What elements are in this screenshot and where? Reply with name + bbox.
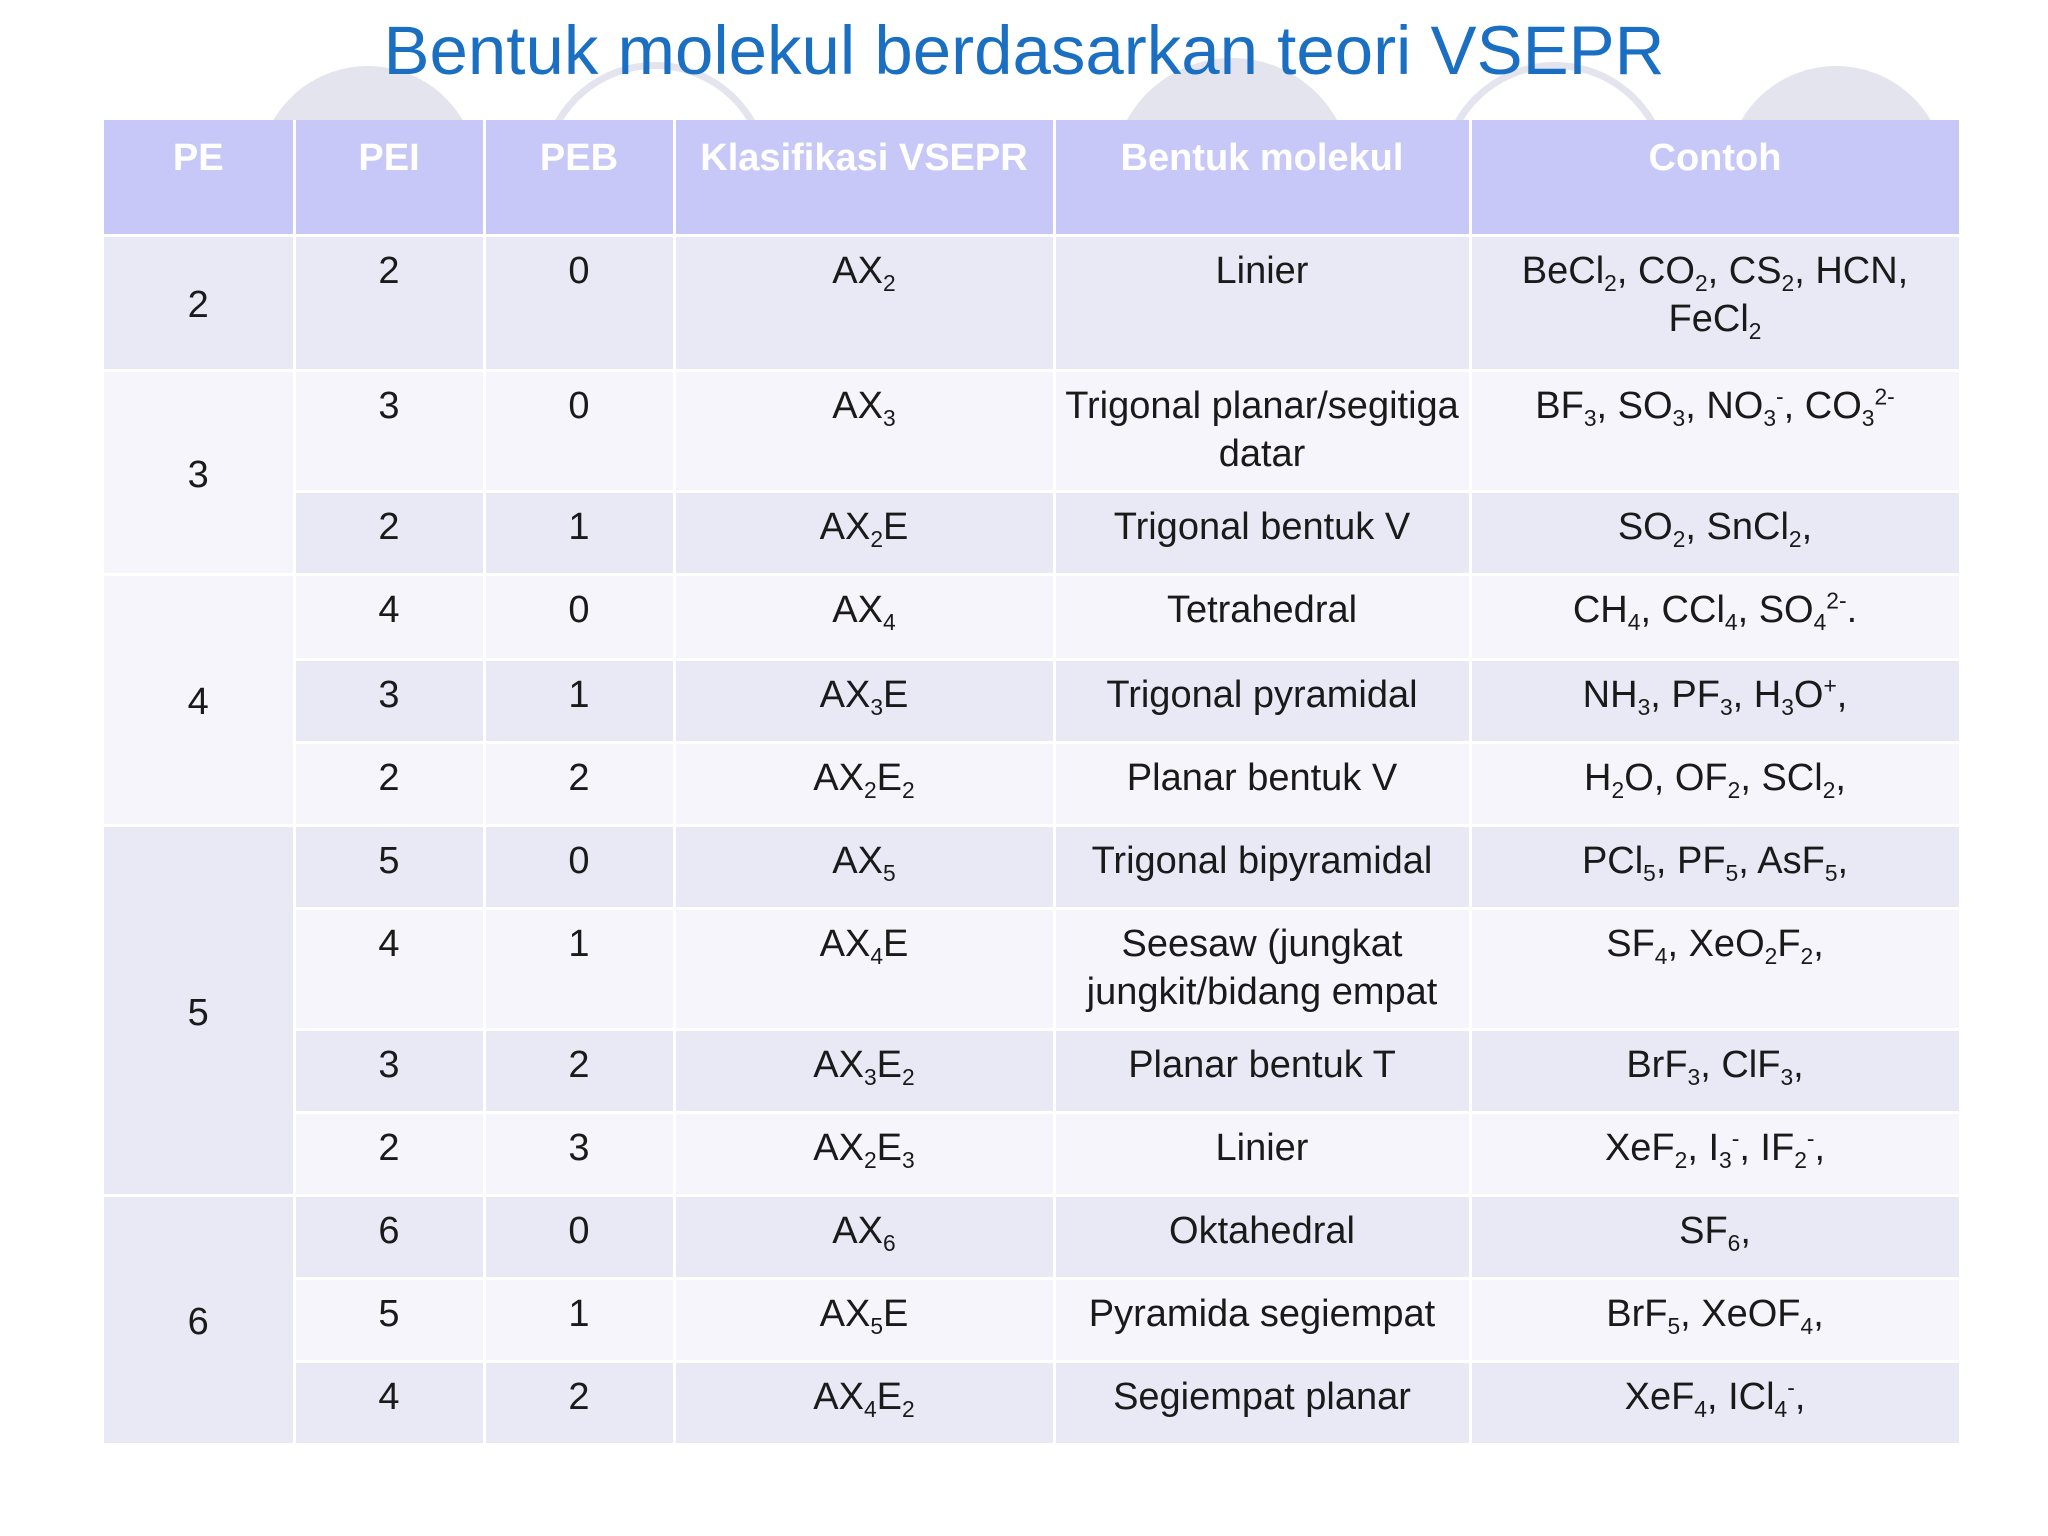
bentuk-cell: Linier bbox=[1054, 1113, 1470, 1196]
pei-cell: 2 bbox=[294, 492, 484, 575]
contoh-cell: XeF$_2$, $I_3^-$, $IF_2^-$, bbox=[1470, 1113, 1960, 1196]
pei-cell: 3 bbox=[294, 371, 484, 492]
table-row bbox=[104, 236, 1960, 371]
bentuk-cell: Pyramida segiempat bbox=[1054, 1279, 1470, 1362]
pe-cell: 3 bbox=[104, 371, 294, 575]
peb-cell: 0 bbox=[484, 236, 674, 371]
klasifikasi-cell: $AX_2E$ bbox=[674, 492, 1054, 575]
contoh-cell: $SF_6$, bbox=[1470, 1196, 1960, 1279]
klasifikasi-cell: $AX_4$ bbox=[674, 575, 1054, 660]
table-row bbox=[104, 492, 1960, 575]
peb-cell: 2 bbox=[484, 1030, 674, 1113]
bentuk-cell: Trigonal planar/segitiga datar bbox=[1054, 371, 1470, 492]
pei-cell: 3 bbox=[294, 1030, 484, 1113]
table-row bbox=[104, 371, 1960, 492]
header-peb: PEB bbox=[484, 120, 674, 236]
peb-cell: 1 bbox=[484, 909, 674, 1030]
klasifikasi-cell: $AX_3$ bbox=[674, 371, 1054, 492]
bentuk-cell: Linier bbox=[1054, 236, 1470, 371]
contoh-cell: PCl$_5$, $PF_5$, AsF$_5$, bbox=[1470, 826, 1960, 909]
table-row bbox=[104, 1030, 1960, 1113]
peb-cell: 1 bbox=[484, 492, 674, 575]
peb-cell: 0 bbox=[484, 371, 674, 492]
bentuk-cell: Trigonal bipyramidal bbox=[1054, 826, 1470, 909]
klasifikasi-cell: $AX_2E_3$ bbox=[674, 1113, 1054, 1196]
peb-cell: 1 bbox=[484, 660, 674, 743]
pei-cell: 4 bbox=[294, 575, 484, 660]
peb-cell: 2 bbox=[484, 1362, 674, 1445]
peb-cell: 0 bbox=[484, 1196, 674, 1279]
table-row bbox=[104, 1279, 1960, 1362]
bentuk-cell: Tetrahedral bbox=[1054, 575, 1470, 660]
contoh-cell: $NH_3$, $PF_3$, $H_3O^+$, bbox=[1470, 660, 1960, 743]
peb-cell: 1 bbox=[484, 1279, 674, 1362]
header-klasifikasi: Klasifikasi VSEPR bbox=[674, 120, 1054, 236]
contoh-cell: BrF$_5$, XeOF$_4$, bbox=[1470, 1279, 1960, 1362]
pei-cell: 6 bbox=[294, 1196, 484, 1279]
table-row bbox=[104, 660, 1960, 743]
bentuk-cell: Seesaw (jungkat jungkit/bidang empat bbox=[1054, 909, 1470, 1030]
header-pei: PEI bbox=[294, 120, 484, 236]
contoh-cell: $SF_4$, $XeO_2F_2$, bbox=[1470, 909, 1960, 1030]
peb-cell: 0 bbox=[484, 826, 674, 909]
bentuk-cell: Trigonal pyramidal bbox=[1054, 660, 1470, 743]
contoh-cell: XeF$_4$, ICl$_4$-, bbox=[1470, 1362, 1960, 1445]
contoh-cell: $SO_2$, SnCl$_2$, bbox=[1470, 492, 1960, 575]
bentuk-cell: Planar bentuk V bbox=[1054, 743, 1470, 826]
table-row bbox=[104, 1113, 1960, 1196]
contoh-cell: $H_2O$, $OF_2$, SCl$_2$, bbox=[1470, 743, 1960, 826]
table-row bbox=[104, 575, 1960, 660]
contoh-cell: BeCl$_2$, $CO_2$, $CS_2$, HCN, FeCl$_2$ bbox=[1470, 236, 1960, 371]
table-row bbox=[104, 826, 1960, 909]
contoh-cell: $CH_4$, CCl$_4$, $SO_4^{2-}$. bbox=[1470, 575, 1960, 660]
pei-cell: 2 bbox=[294, 743, 484, 826]
klasifikasi-cell: $AX_2$ bbox=[674, 236, 1054, 371]
vsepr-table-container bbox=[104, 120, 1960, 1446]
table-row bbox=[104, 1196, 1960, 1279]
bentuk-cell: Planar bentuk T bbox=[1054, 1030, 1470, 1113]
header-contoh: Contoh bbox=[1470, 120, 1960, 236]
klasifikasi-cell: $AX_4E$ bbox=[674, 909, 1054, 1030]
vsepr-table bbox=[104, 120, 1962, 1446]
klasifikasi-cell: $AX_6$ bbox=[674, 1196, 1054, 1279]
pei-cell: 5 bbox=[294, 826, 484, 909]
peb-cell: 3 bbox=[484, 1113, 674, 1196]
pe-cell: 5 bbox=[104, 826, 294, 1196]
pe-cell: 4 bbox=[104, 575, 294, 826]
header-bentuk-molekul: Bentuk molekul bbox=[1054, 120, 1470, 236]
pei-cell: 5 bbox=[294, 1279, 484, 1362]
peb-cell: 2 bbox=[484, 743, 674, 826]
klasifikasi-cell: $AX_5$ bbox=[674, 826, 1054, 909]
table-row bbox=[104, 743, 1960, 826]
klasifikasi-cell: $AX_5E$ bbox=[674, 1279, 1054, 1362]
peb-cell: 0 bbox=[484, 575, 674, 660]
pei-cell: 4 bbox=[294, 909, 484, 1030]
contoh-cell: $BF_3$, $SO_3$, $NO_3^-$, $CO_3^{2-}$ bbox=[1470, 371, 1960, 492]
pei-cell: 4 bbox=[294, 1362, 484, 1445]
table-row bbox=[104, 1362, 1960, 1445]
pei-cell: 3 bbox=[294, 660, 484, 743]
pe-cell: 2 bbox=[104, 236, 294, 371]
klasifikasi-cell: $AX_2E_2$ bbox=[674, 743, 1054, 826]
bentuk-cell: Oktahedral bbox=[1054, 1196, 1470, 1279]
header-pe: PE bbox=[104, 120, 294, 236]
klasifikasi-cell: $AX_3E$ bbox=[674, 660, 1054, 743]
page-title: Bentuk molekul berdasarkan teori VSEPR bbox=[383, 12, 1665, 89]
table-row bbox=[104, 909, 1960, 1030]
bentuk-cell: Segiempat planar bbox=[1054, 1362, 1470, 1445]
table-header-row bbox=[104, 120, 1960, 236]
contoh-cell: BrF$_3$, ClF$_3$, bbox=[1470, 1030, 1960, 1113]
pe-cell: 6 bbox=[104, 1196, 294, 1445]
klasifikasi-cell: $AX_3E_2$ bbox=[674, 1030, 1054, 1113]
pei-cell: 2 bbox=[294, 1113, 484, 1196]
klasifikasi-cell: $AX_4E_2$ bbox=[674, 1362, 1054, 1445]
pei-cell: 2 bbox=[294, 236, 484, 371]
bentuk-cell: Trigonal bentuk V bbox=[1054, 492, 1470, 575]
